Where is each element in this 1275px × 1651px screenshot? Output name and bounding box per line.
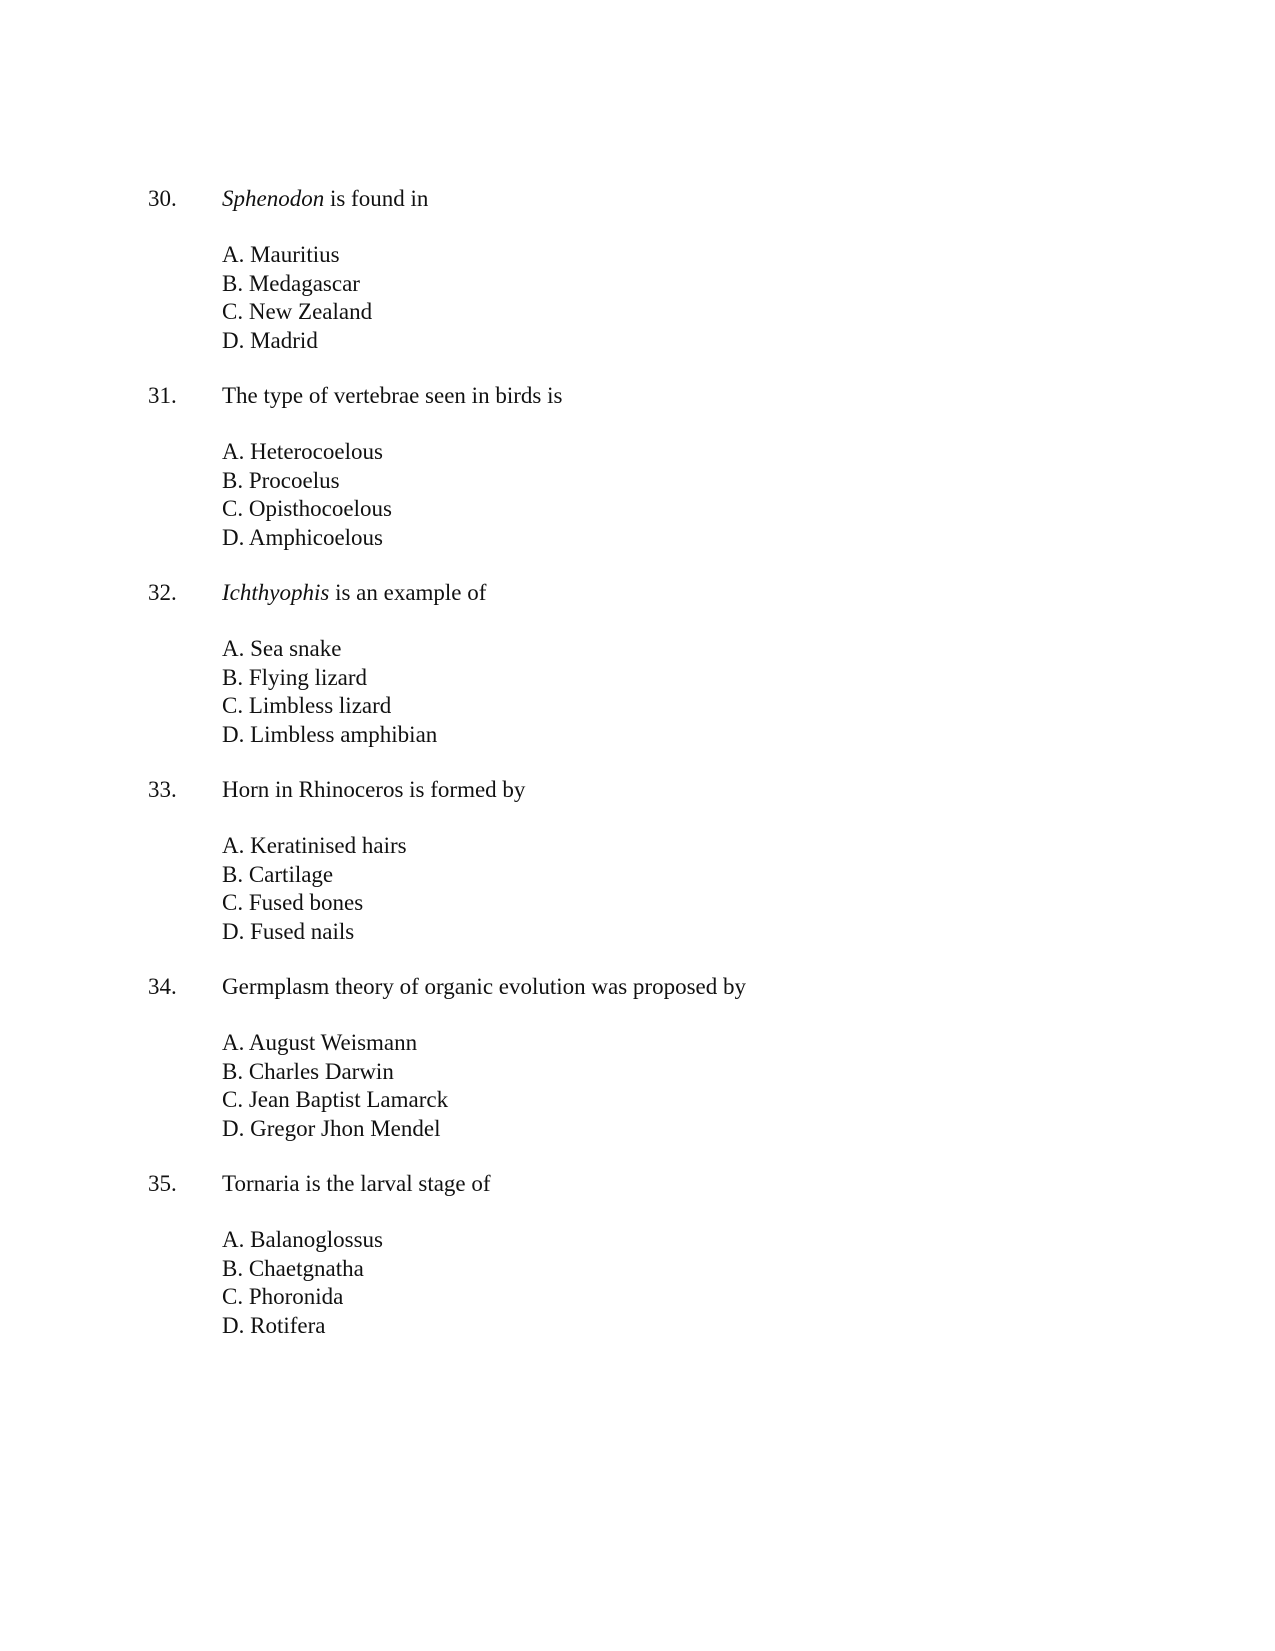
question-stem: Tornaria is the larval stage of bbox=[222, 1171, 491, 1196]
question-text bbox=[222, 1169, 491, 1199]
answer-options bbox=[222, 241, 372, 356]
question-stem: is found in bbox=[324, 186, 429, 211]
option-d: D. Fused nails bbox=[222, 919, 355, 945]
option-c: C. Fused bones bbox=[222, 890, 364, 916]
option-b: B. Flying lizard bbox=[222, 664, 368, 690]
question-stem: The type of vertebrae seen in birds is bbox=[222, 383, 563, 408]
question-number: 30. bbox=[148, 186, 177, 211]
option-c: C. Phoronida bbox=[222, 1284, 344, 1310]
answer-options bbox=[222, 438, 392, 553]
option-a: A. Heterocoelous bbox=[222, 439, 383, 464]
option-a: A. Sea snake bbox=[222, 636, 342, 661]
question-italic-term: Sphenodon bbox=[222, 186, 325, 211]
question-line bbox=[0, 972, 1275, 1002]
question-line bbox=[0, 1169, 1275, 1199]
option-c: C. Opisthocoelous bbox=[222, 496, 392, 522]
question-stem: is an example of bbox=[329, 580, 487, 605]
question-text bbox=[222, 775, 525, 805]
question-stem: Germplasm theory of organic evolution was proposed by bbox=[222, 974, 746, 999]
option-a: A. Keratinised hairs bbox=[222, 833, 407, 858]
option-d: D. Amphicoelous bbox=[222, 525, 383, 551]
option-d: D. Rotifera bbox=[222, 1313, 326, 1339]
option-d: D. Gregor Jhon Mendel bbox=[222, 1116, 441, 1142]
question-number: 31. bbox=[148, 383, 177, 408]
option-d: D. Limbless amphibian bbox=[222, 722, 438, 748]
option-c: C. New Zealand bbox=[222, 299, 373, 325]
option-c: C. Limbless lizard bbox=[222, 693, 392, 719]
question-line bbox=[0, 184, 1275, 214]
question-stem: Horn in Rhinoceros is formed by bbox=[222, 777, 526, 802]
option-a: A. August Weismann bbox=[222, 1030, 418, 1055]
question-number: 33. bbox=[148, 777, 177, 802]
question-number: 32. bbox=[148, 580, 177, 605]
option-b: B. Medagascar bbox=[222, 270, 360, 296]
question-line bbox=[0, 775, 1275, 805]
option-b: B. Procoelus bbox=[222, 467, 340, 493]
answer-options bbox=[222, 1226, 383, 1341]
option-a: A. Balanoglossus bbox=[222, 1227, 383, 1252]
answer-options bbox=[222, 832, 407, 947]
option-a: A. Mauritius bbox=[222, 242, 340, 267]
option-b: B. Chaetgnatha bbox=[222, 1255, 364, 1281]
option-c: C. Jean Baptist Lamarck bbox=[222, 1087, 449, 1113]
question-number: 35. bbox=[148, 1171, 177, 1196]
question-text bbox=[222, 381, 562, 411]
option-b: B. Cartilage bbox=[222, 861, 334, 887]
answer-options bbox=[222, 1029, 448, 1144]
answer-options bbox=[222, 635, 437, 750]
question-line bbox=[0, 381, 1275, 411]
option-d: D. Madrid bbox=[222, 328, 318, 354]
question-text bbox=[222, 972, 746, 1002]
question-text bbox=[222, 578, 486, 608]
question-number: 34. bbox=[148, 974, 177, 999]
question-line bbox=[0, 578, 1275, 608]
question-italic-term: Ichthyophis bbox=[222, 580, 330, 605]
question-text bbox=[222, 184, 428, 214]
option-b: B. Charles Darwin bbox=[222, 1058, 394, 1084]
